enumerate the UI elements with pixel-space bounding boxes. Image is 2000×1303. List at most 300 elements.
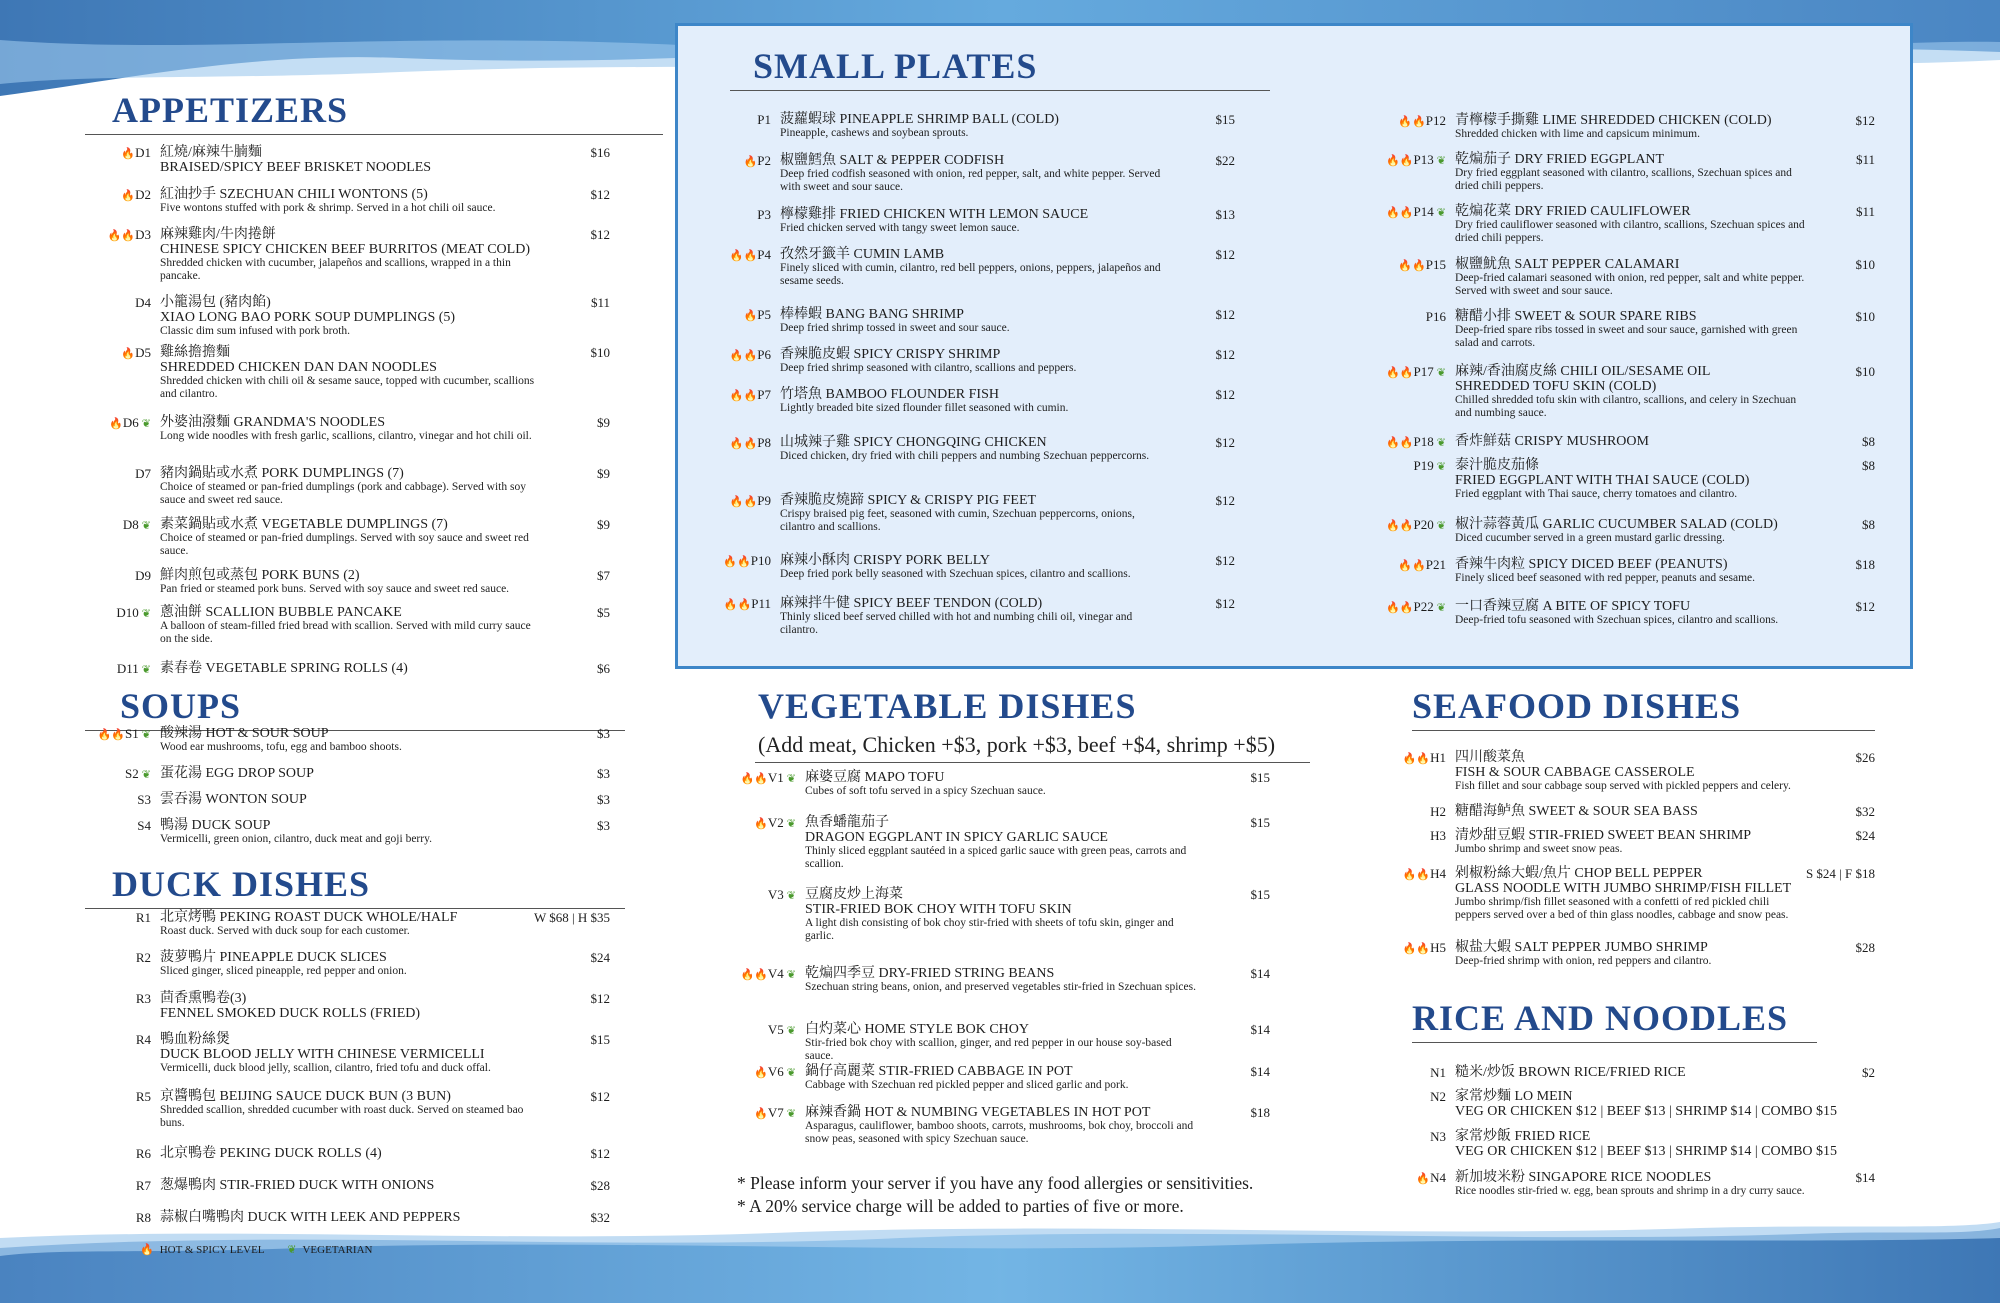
item-description: Crispy braised pig feet, seasoned with cumin, Szechuan peppercorns, onions, cilantro and scallions. (780, 508, 1135, 533)
leaf-icon: ❦ (287, 1244, 297, 1256)
item-code-text: P10 (750, 553, 771, 568)
item-code (705, 207, 771, 223)
item-description: Vermicelli, green onion, cilantro, duck meat and goji berry. (160, 833, 432, 845)
item-name: 鴨湯 DUCK SOUP (160, 818, 271, 833)
item-code-text: N2 (1430, 1089, 1446, 1104)
item-name: 雞絲擔擔麵 (160, 345, 230, 360)
leaf-icon: ❦ (1436, 460, 1446, 473)
item-code (705, 553, 771, 569)
item-code (1380, 152, 1446, 168)
item-price: $13 (1215, 207, 1235, 222)
item-description: Roast duck. Served with duck soup for each customer. (160, 925, 410, 937)
item-description: Deep-fried shrimp with onion, red peppers and cilantro. (1455, 955, 1712, 967)
item-name: 椒汁蒜蓉黃瓜 GARLIC CUCUMBER SALAD (COLD) (1455, 517, 1778, 532)
item-price: $22 (1215, 153, 1235, 168)
item-code-text: P5 (757, 307, 771, 322)
item-code-text: N4 (1430, 1170, 1446, 1185)
item-name-secondary: FRIED EGGPLANT WITH THAI SAUCE (COLD) (1455, 473, 1750, 488)
item-code (85, 145, 151, 161)
flame-icon: 🔥🔥 (1386, 154, 1414, 167)
item-code (730, 770, 796, 786)
item-description: Thinly sliced beef served chilled with hot and numbing chili oil, vinegar and cilantro. (780, 611, 1133, 636)
flame-icon: 🔥🔥 (1402, 752, 1431, 765)
item-name: 外婆油潑麵 GRANDMA'S NOODLES (160, 415, 385, 430)
item-code (1380, 557, 1446, 573)
item-description: Wood ear mushrooms, tofu, egg and bamboo shoots. (160, 741, 402, 753)
item-code-text: P21 (1425, 557, 1446, 572)
item-price: $9 (597, 415, 610, 430)
item-code (85, 818, 151, 834)
item-code-text: D10 (116, 605, 139, 620)
flame-icon: 🔥🔥 (1398, 115, 1426, 128)
item-price: $12 (1855, 599, 1875, 614)
flame-icon: 🔥🔥 (1386, 366, 1414, 379)
item-price: $12 (1215, 347, 1235, 362)
item-price: $9 (597, 466, 610, 481)
item-code (705, 435, 771, 451)
item-code-text: P3 (757, 207, 771, 222)
item-description: Jumbo shrimp and sweet snow peas. (1455, 843, 1623, 855)
item-code (1380, 1170, 1446, 1186)
item-price: $10 (1855, 364, 1875, 379)
item-description: Rice noodles stir-fried w. egg, bean sprouts and shrimp in a dry curry sauce. (1455, 1185, 1805, 1197)
item-name: 魚香蟠龍茄子 (805, 815, 889, 830)
item-code (705, 307, 771, 323)
item-description: Five wontons stuffed with pork & shrimp. Served in a hot chili oil sauce. (160, 202, 496, 214)
section-title-small-plates: SMALL PLATES (730, 48, 1270, 91)
item-price: $28 (1855, 940, 1875, 955)
item-code-text: P11 (751, 596, 771, 611)
item-code-text: P6 (757, 347, 771, 362)
item-code (85, 726, 151, 742)
item-code (1380, 750, 1446, 766)
item-code-text: D3 (135, 227, 151, 242)
item-code (85, 1210, 151, 1226)
item-name: 山城辣子雞 SPICY CHONGQING CHICKEN (780, 435, 1047, 450)
flame-icon: 🔥 (121, 347, 136, 360)
item-code (85, 1089, 151, 1105)
flame-icon: 🔥 (1416, 1172, 1431, 1185)
item-price: $12 (590, 1089, 610, 1104)
item-description: Deep fried shrimp tossed in sweet and sour sauce. (780, 322, 1010, 334)
item-code (1380, 257, 1446, 273)
flame-icon: 🔥🔥 (740, 772, 768, 785)
item-price: $15 (1250, 887, 1270, 902)
item-description: Shredded chicken with cucumber, jalapeños and scallions, wrapped in a thin pancake. (160, 257, 511, 282)
item-name: 小籠湯包 (豬肉餡) (160, 295, 271, 310)
item-price: $26 (1855, 750, 1875, 765)
flame-icon: 🔥🔥 (723, 598, 752, 611)
item-code-text: H4 (1430, 866, 1446, 881)
flame-icon: 🔥🔥 (1386, 601, 1414, 614)
item-price: $12 (590, 991, 610, 1006)
item-code-text: S4 (137, 818, 151, 833)
item-name: 麻辣拌牛健 SPICY BEEF TENDON (COLD) (780, 596, 1043, 611)
item-name: 麻辣雞肉/牛肉捲餅 (160, 227, 276, 242)
item-name: 素菜鍋貼或水煮 VEGETABLE DUMPLINGS (7) (160, 517, 448, 532)
flame-icon: 🔥 (109, 417, 123, 430)
item-name: 泰汁脆皮茄條 (1455, 458, 1539, 473)
item-price: $14 (1250, 966, 1270, 981)
item-name: 麻辣香鍋 HOT & NUMBING VEGETABLES IN HOT POT (805, 1105, 1151, 1120)
section-title-duck: DUCK DISHES (85, 866, 625, 909)
item-description: Sliced ginger, sliced pineapple, red pepper and onion. (160, 965, 407, 977)
flame-icon: 🔥🔥 (1402, 868, 1431, 881)
item-price: $12 (1215, 387, 1235, 402)
flame-icon: 🔥🔥 (1398, 259, 1426, 272)
item-price: $16 (590, 145, 610, 160)
item-description: Szechuan string beans, onion, and preserved vegetables stir-fried in Szechuan spices. (805, 981, 1196, 993)
item-code (730, 1064, 796, 1080)
flame-icon: 🔥🔥 (729, 389, 758, 402)
flame-icon: 🔥🔥 (1386, 519, 1414, 532)
item-name: 椒鹽鱈魚 SALT & PEPPER CODFISH (780, 153, 1005, 168)
item-description: Finely sliced with cumin, cilantro, red bell peppers, onions, peppers, jalapeños and sesame seeds. (780, 262, 1161, 287)
item-name-secondary: FENNEL SMOKED DUCK ROLLS (FRIED) (160, 1006, 421, 1021)
flame-icon: 🔥🔥 (729, 437, 758, 450)
item-name: 酸辣湯 HOT & SOUR SOUP (160, 726, 329, 741)
item-code-text: P8 (757, 435, 771, 450)
item-price: $10 (1855, 257, 1875, 272)
item-name: 棒棒蝦 BANG BANG SHRIMP (780, 307, 964, 322)
item-description: Thinly sliced eggplant sautéed in a spiced garlic sauce with green peas, carrots and scallion. (805, 845, 1187, 870)
flame-icon: 🔥🔥 (729, 349, 758, 362)
item-code (705, 247, 771, 263)
item-name: 糖醋小排 SWEET & SOUR SPARE RIBS (1455, 309, 1697, 324)
item-name-secondary: DUCK BLOOD JELLY WITH CHINESE VERMICELLI (160, 1047, 485, 1062)
item-code-text: R6 (135, 1146, 151, 1161)
item-price: $8 (1862, 458, 1875, 473)
section-title-rice: RICE AND NOODLES (1412, 1000, 1817, 1043)
item-name-secondary: DRAGON EGGPLANT IN SPICY GARLIC SAUCE (805, 830, 1108, 845)
item-price: $2 (1862, 1065, 1875, 1080)
item-name: 豆腐皮炒上海菜 (805, 887, 903, 902)
item-code-text: P1 (757, 112, 771, 127)
item-price: $12 (1215, 247, 1235, 262)
leaf-icon: ❦ (1436, 436, 1446, 449)
item-code-text: R1 (135, 910, 151, 925)
item-code-text: R8 (135, 1210, 151, 1225)
item-price: $15 (1250, 770, 1270, 785)
item-price: $15 (590, 1032, 610, 1047)
item-code (1380, 940, 1446, 956)
item-code (705, 387, 771, 403)
item-price: $8 (1862, 517, 1875, 532)
item-price: $32 (590, 1210, 610, 1225)
item-code-text: N3 (1430, 1129, 1446, 1144)
item-name: 四川酸菜魚 (1455, 750, 1525, 765)
item-price: $3 (597, 818, 610, 833)
item-name: 一口香辣豆腐 A BITE OF SPICY TOFU (1455, 599, 1691, 614)
item-code-text: R5 (135, 1089, 151, 1104)
item-code-text: H2 (1430, 804, 1446, 819)
item-name: 剁椒粉絲大蝦/魚片 CHOP BELL PEPPER (1455, 866, 1703, 881)
item-name-secondary: STIR-FRIED BOK CHOY WITH TOFU SKIN (805, 902, 1072, 917)
notes (737, 1172, 1253, 1218)
note-allergy: * Please inform your server if you have any food allergies or sensitivities. (737, 1173, 1254, 1193)
item-price: $12 (1215, 553, 1235, 568)
item-name: 椒盐大蝦 SALT PEPPER JUMBO SHRIMP (1455, 940, 1708, 955)
item-price: S $24 | F $18 (1805, 866, 1875, 881)
soups-section (85, 688, 625, 731)
flame-icon: 🔥🔥 (107, 229, 136, 242)
leaf-icon: ❦ (786, 1066, 796, 1079)
item-name: 新加坡米粉 SINGAPORE RICE NOODLES (1455, 1170, 1712, 1185)
item-code-text: R4 (135, 1032, 151, 1047)
item-price: $24 (1855, 828, 1875, 843)
item-description: Jumbo shrimp/fish fillet seasoned with a confetti of red pickled chili peppers served over a bed of thin glass noodles, cabbage and snow peas. (1455, 896, 1789, 921)
item-code-text: D9 (135, 568, 151, 583)
item-code (1380, 309, 1446, 325)
leaf-icon: ❦ (141, 663, 151, 676)
item-price: $3 (597, 726, 610, 741)
item-code (730, 887, 796, 903)
item-price: $11 (590, 295, 610, 310)
item-description: Deep fried codfish seasoned with onion, red pepper, salt, and white pepper. Served with sweet and sour sauce. (780, 168, 1161, 193)
item-code (85, 295, 151, 311)
item-code (85, 187, 151, 203)
item-code-text: H3 (1430, 828, 1446, 843)
item-name: 蛋花湯 EGG DROP SOUP (160, 766, 314, 781)
item-description: Shredded chicken with chili oil & sesame sauce, topped with cucumber, scallions and cilantro. (160, 375, 535, 400)
item-code-text: V6 (767, 1064, 784, 1079)
item-code (85, 345, 151, 361)
item-name: 香辣脆皮燒蹄 SPICY & CRISPY PIG FEET (780, 493, 1037, 508)
item-price: $12 (590, 227, 610, 242)
item-name: 鴨血粉絲煲 (160, 1032, 230, 1047)
flame-icon: 🔥🔥 (97, 728, 126, 741)
vegetable-section (755, 688, 1310, 763)
item-code (1380, 517, 1446, 533)
item-price: $24 (590, 950, 610, 965)
item-name: 家常炒飯 FRIED RICE (1455, 1129, 1591, 1144)
item-name-secondary: VEG OR CHICKEN $12 | BEEF $13 | SHRIMP $14 | COMBO $15 (1455, 1144, 1838, 1159)
flame-icon: 🔥🔥 (729, 249, 758, 262)
item-description: Shredded scallion, shredded cucumber with roast duck. Served on steamed bao buns. (160, 1104, 524, 1129)
item-code (730, 815, 796, 831)
item-price: $9 (597, 517, 610, 532)
item-code (1380, 599, 1446, 615)
item-description: Cabbage with Szechuan red pickled pepper and sliced garlic and pork. (805, 1079, 1129, 1091)
item-name-secondary: CHINESE SPICY CHICKEN BEEF BURRITOS (MEAT COLD) (160, 242, 530, 257)
item-code-text: D5 (135, 345, 151, 360)
item-name: 糙米/炒饭 BROWN RICE/FRIED RICE (1455, 1065, 1686, 1080)
item-price: $12 (1215, 307, 1235, 322)
item-code (85, 517, 151, 533)
item-code-text: P16 (1425, 309, 1446, 324)
item-name: 菠萝鴨片 PINEAPPLE DUCK SLICES (160, 950, 387, 965)
item-code-text: D2 (135, 187, 151, 202)
item-price: W $68 | H $35 (533, 910, 610, 925)
item-name: 青檸檬手撕雞 LIME SHREDDED CHICKEN (COLD) (1455, 113, 1772, 128)
item-code-text: R2 (135, 950, 151, 965)
item-name: 雲吞湯 WONTON SOUP (160, 792, 307, 807)
item-description: Choice of steamed or pan-fried dumplings. Served with soy sauce and sweet red sauce. (160, 532, 529, 557)
item-code (1380, 828, 1446, 844)
item-name: 乾煸茄子 DRY FRIED EGGPLANT (1455, 152, 1665, 167)
item-code-text: R3 (135, 991, 151, 1006)
item-price: $5 (597, 605, 610, 620)
item-description: Pineapple, cashews and soybean sprouts. (780, 127, 969, 139)
item-description: Classic dim sum infused with pork broth. (160, 325, 351, 337)
item-code-text: D6 (122, 415, 139, 430)
item-code-text: P13 (1413, 152, 1434, 167)
item-code-text: V7 (767, 1105, 784, 1120)
item-price: $12 (1215, 493, 1235, 508)
item-price: $12 (590, 187, 610, 202)
item-name-secondary: XIAO LONG BAO PORK SOUP DUMPLINGS (5) (160, 310, 456, 325)
item-code-text: P22 (1413, 599, 1434, 614)
item-price: $12 (1215, 596, 1235, 611)
item-code (705, 112, 771, 128)
item-name-secondary: BRAISED/SPICY BEEF BRISKET NOODLES (160, 160, 432, 175)
item-name: 北京烤鴨 PEKING ROAST DUCK WHOLE/HALF (160, 910, 458, 925)
item-name: 鮮肉煎包或蒸包 PORK BUNS (2) (160, 568, 360, 583)
item-name-secondary: VEG OR CHICKEN $12 | BEEF $13 | SHRIMP $14 | COMBO $15 (1455, 1104, 1838, 1119)
seafood-section (1412, 688, 1875, 731)
leaf-icon: ❦ (1436, 519, 1446, 532)
item-description: Long wide noodles with fresh garlic, scallions, cilantro, vinegar and hot chili oil. (160, 430, 532, 442)
item-description: Vermicelli, duck blood jelly, scallion, cilantro, fried tofu and duck offal. (160, 1062, 491, 1074)
item-description: Stir-fried bok choy with scallion, ginger, and red pepper in our house soy-based sauce. (805, 1037, 1172, 1062)
item-name: 茴香熏鴨卷(3) (160, 991, 247, 1006)
item-code (85, 1032, 151, 1048)
item-name: 清炒甜豆蝦 STIR-FRIED SWEET BEAN SHRIMP (1455, 828, 1752, 843)
item-code (85, 415, 151, 431)
item-code (705, 153, 771, 169)
item-code (85, 661, 151, 677)
item-code (705, 347, 771, 363)
item-description: A light dish consisting of bok choy stir-fried with sheets of tofu skin, ginger and garlic. (805, 917, 1174, 942)
item-code-text: H1 (1430, 750, 1446, 765)
flame-icon: 🔥🔥 (1402, 942, 1431, 955)
item-price: $3 (597, 766, 610, 781)
item-description: Fried eggplant with Thai sauce, cherry tomatoes and cilantro. (1455, 488, 1738, 500)
item-code-text: P12 (1425, 113, 1446, 128)
item-code (705, 493, 771, 509)
item-name: 香辣脆皮蝦 SPICY CRISPY SHRIMP (780, 347, 1001, 362)
leaf-icon: ❦ (1436, 154, 1446, 167)
item-price: $15 (1250, 815, 1270, 830)
item-code (85, 766, 151, 782)
item-description: Shredded chicken with lime and capsicum minimum. (1455, 128, 1700, 140)
item-name: 北京鴨卷 PEKING DUCK ROLLS (4) (160, 1146, 382, 1161)
item-code-text: P2 (757, 153, 771, 168)
item-code (1380, 1089, 1446, 1105)
item-price: $18 (1855, 557, 1875, 572)
item-price: $14 (1250, 1064, 1270, 1079)
item-code (1380, 1129, 1446, 1145)
small-plates-section (730, 48, 1270, 91)
legend-spicy: HOT & SPICY LEVEL (159, 1244, 265, 1256)
item-code-text: P9 (757, 493, 771, 508)
flame-icon: 🔥🔥 (1398, 559, 1426, 572)
item-description: Fish fillet and sour cabbage soup served with pickled peppers and celery. (1455, 780, 1791, 792)
item-description: Diced chicken, dry fried with chili peppers and numbing Szechuan peppercorns. (780, 450, 1150, 462)
leaf-icon: ❦ (786, 772, 796, 785)
item-code-text: D7 (135, 466, 151, 481)
section-title-appetizers: APPETIZERS (85, 92, 663, 135)
item-code (1380, 1065, 1446, 1081)
item-price: $3 (597, 792, 610, 807)
item-description: Deep-fried tofu seasoned with Szechuan spices, cilantro and scallions. (1455, 614, 1779, 626)
item-code (705, 596, 771, 612)
leaf-icon: ❦ (141, 607, 151, 620)
item-price: $11 (1855, 152, 1875, 167)
item-code-text: V3 (767, 887, 784, 902)
flame-icon: 🔥🔥 (1386, 206, 1414, 219)
item-code (85, 910, 151, 926)
item-code (730, 1105, 796, 1121)
item-code-text: D1 (135, 145, 151, 160)
item-price: $18 (1250, 1105, 1270, 1120)
item-name: 京醬鴨包 BEIJING SAUCE DUCK BUN (3 BUN) (160, 1089, 451, 1104)
item-code (85, 227, 151, 243)
flame-icon: 🔥 (121, 147, 136, 160)
item-name: 菠蘿蝦球 PINEAPPLE SHRIMP BALL (COLD) (780, 112, 1059, 127)
item-price: $6 (597, 661, 610, 676)
flame-icon: 🔥 (754, 1107, 768, 1120)
flame-icon: 🔥 (140, 1244, 154, 1256)
item-name: 乾煸四季豆 DRY-FRIED STRING BEANS (805, 966, 1055, 981)
flame-icon: 🔥🔥 (723, 555, 751, 568)
section-subtitle-vegetable: (Add meat, Chicken +$3, pork +$3, beef +$4, shrimp +$5) (755, 732, 1310, 763)
item-code (1380, 204, 1446, 220)
item-name: 葱爆鴨肉 STIR-FRIED DUCK WITH ONIONS (160, 1178, 435, 1193)
duck-section (85, 866, 625, 909)
item-description: Lightly breaded bite sized flounder fillet seasoned with cumin. (780, 402, 1069, 414)
item-code (85, 1146, 151, 1162)
item-code-text: V1 (767, 770, 784, 785)
item-name-secondary: SHREDDED CHICKEN DAN DAN NOODLES (160, 360, 437, 375)
item-name-secondary: FISH & SOUR CABBAGE CASSEROLE (1455, 765, 1695, 780)
item-code (85, 568, 151, 584)
leaf-icon: ❦ (1436, 366, 1446, 379)
item-name: 蒜椒白嘴鴨肉 DUCK WITH LEEK AND PEPPERS (160, 1210, 461, 1225)
item-name: 白灼菜心 HOME STYLE BOK CHOY (805, 1022, 1029, 1037)
item-description: Deep-fried spare ribs tossed in sweet and sour sauce, garnished with green salad and carrots. (1455, 324, 1798, 349)
item-price: $28 (590, 1178, 610, 1193)
item-name-secondary: SHREDDED TOFU SKIN (COLD) (1455, 379, 1657, 394)
item-code-text: P19 (1413, 458, 1434, 473)
item-code-text: V5 (767, 1022, 784, 1037)
item-code-text: P14 (1413, 204, 1434, 219)
item-name: 麻辣/香油腐皮絲 CHILI OIL/SESAME OIL (1455, 364, 1711, 379)
leaf-icon: ❦ (1436, 601, 1446, 614)
item-description: Dry fried eggplant seasoned with cilantro, scallions, Szechuan spices and dried chili peppers. (1455, 167, 1792, 192)
item-price: $32 (1855, 804, 1875, 819)
item-price: $14 (1250, 1022, 1270, 1037)
item-name: 乾煸花菜 DRY FRIED CAULIFLOWER (1455, 204, 1691, 219)
item-code-text: D8 (122, 517, 139, 532)
item-code (85, 792, 151, 808)
item-code (1380, 458, 1446, 474)
item-code-text: D4 (135, 295, 151, 310)
item-code-text: H5 (1430, 940, 1446, 955)
item-code (1380, 434, 1446, 450)
flame-icon: 🔥🔥 (740, 968, 768, 981)
item-code-text: P17 (1413, 364, 1434, 379)
item-code-text: S3 (137, 792, 151, 807)
leaf-icon: ❦ (141, 728, 151, 741)
item-name: 紅油抄手 SZECHUAN CHILI WONTONS (5) (160, 187, 428, 202)
item-code (730, 966, 796, 982)
item-name: 麻辣小酥肉 CRISPY PORK BELLY (780, 553, 991, 568)
note-service-charge: * A 20% service charge will be added to parties of five or more. (737, 1196, 1184, 1216)
item-code-text: N1 (1430, 1065, 1446, 1080)
item-price: $10 (1855, 309, 1875, 324)
section-title-seafood: SEAFOOD DISHES (1412, 688, 1875, 731)
